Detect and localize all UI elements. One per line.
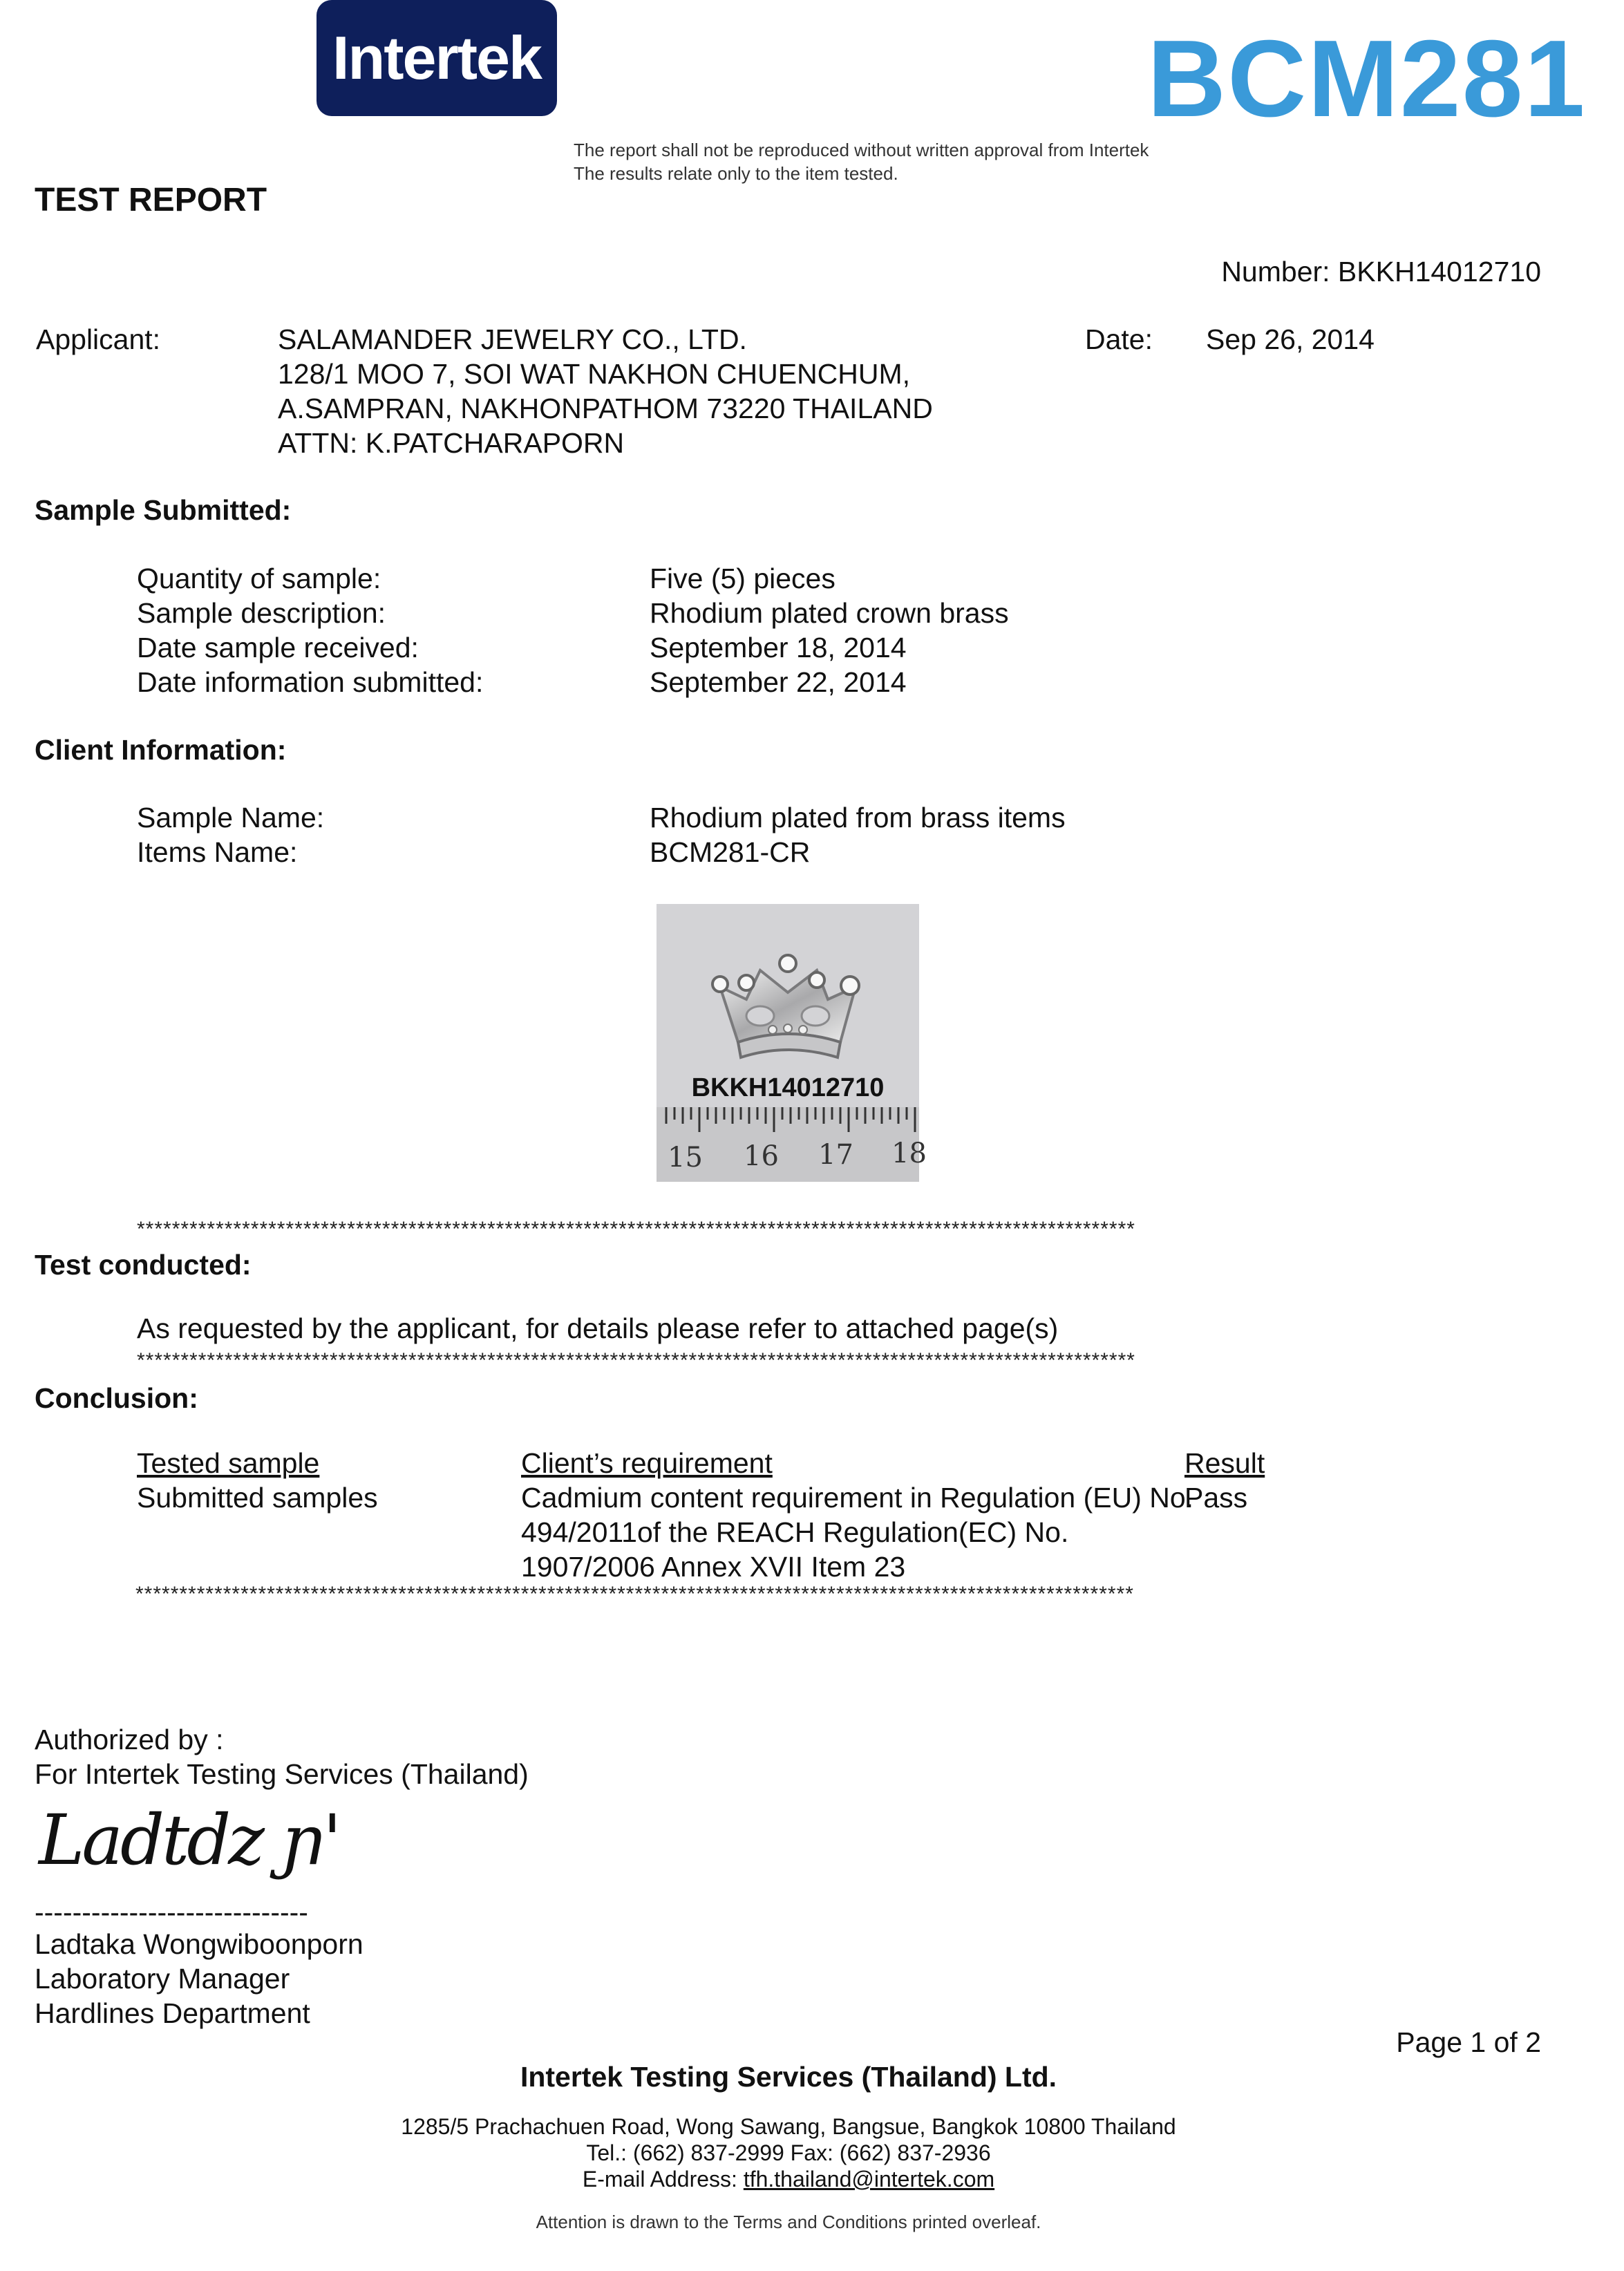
test-conducted-text: As requested by the applicant, for details please refer to attached page(s) — [137, 1312, 1059, 1344]
footer-email-line — [0, 2166, 1577, 2192]
client-information-values — [650, 800, 1066, 869]
signatory — [35, 1927, 363, 2030]
tested-sample-value: Submitted samples — [137, 1482, 378, 1514]
item-code: BCM281 — [1147, 18, 1587, 140]
requirement-line: 1907/2006 Annex XVII Item 23 — [521, 1551, 906, 1583]
applicant-address — [278, 322, 933, 460]
field-label: Date sample received: — [137, 632, 419, 663]
sample-submitted-labels — [137, 561, 483, 699]
signature-line: ----------------------------- — [35, 1896, 308, 1928]
ruler-number: 16 — [744, 1140, 779, 1172]
field-value: Rhodium plated crown brass — [650, 597, 1009, 629]
authorized-company: For Intertek Testing Services (Thailand) — [35, 1758, 529, 1790]
field-value: September 22, 2014 — [650, 666, 907, 698]
field-label: Quantity of sample: — [137, 563, 381, 594]
requirement-value — [521, 1480, 1193, 1584]
footer-company: Intertek Testing Services (Thailand) Ltd. — [520, 2061, 1057, 2093]
notice-line-2: The results relate only to the item tested. — [574, 163, 898, 184]
requirement-line: Cadmium content requirement in Regulation (EU) No. — [521, 1482, 1194, 1514]
test-conducted-heading: Test conducted: — [35, 1249, 252, 1281]
report-number: Number: BKKH14012710 — [1221, 256, 1541, 288]
field-value: Five (5) pieces — [650, 563, 835, 594]
notice-line-1: The report shall not be reproduced without written approval from Intertek — [574, 140, 1149, 160]
ruler-number: 18 — [891, 1138, 927, 1169]
footer-email-label: E-mail Address: — [582, 2167, 744, 2192]
field-value: BCM281-CR — [650, 836, 811, 868]
applicant-line: SALAMANDER JEWELRY CO., LTD. — [278, 323, 747, 355]
sample-photo — [657, 904, 927, 1182]
ruler-number: 15 — [668, 1142, 703, 1174]
applicant-line: A.SAMPRAN, NAKHONPATHOM 73220 THAILAND — [278, 393, 933, 424]
field-label: Date information submitted: — [137, 666, 484, 698]
requirement-line: 494/2011of the REACH Regulation(EC) No. — [521, 1516, 1069, 1548]
field-value: Rhodium plated from brass items — [650, 802, 1066, 833]
client-information-labels — [137, 800, 324, 869]
column-header-requirement: Client’s requirement — [521, 1447, 773, 1479]
footer-address: 1285/5 Prachachuen Road, Wong Sawang, Bangsue, Bangkok 10800 Thailand — [401, 2114, 1176, 2139]
client-information-heading: Client Information: — [35, 734, 287, 766]
authorized-by-label: Authorized by : — [35, 1724, 224, 1755]
footer-phone: Tel.: (662) 837-2999 Fax: (662) 837-2936 — [586, 2140, 991, 2165]
sample-submitted-heading: Sample Submitted: — [35, 494, 292, 526]
report-title: TEST REPORT — [35, 182, 267, 218]
ruler-number: 17 — [818, 1139, 853, 1171]
signature: Ladtdz ɲ' — [39, 1800, 339, 1881]
field-label: Items Name: — [137, 836, 298, 868]
signatory-position: Laboratory Manager — [35, 1963, 290, 1995]
footer-attention: Attention is drawn to the Terms and Conditions printed overleaf. — [536, 2212, 1041, 2232]
intertek-logo — [317, 0, 557, 116]
date-value: Sep 26, 2014 — [1206, 323, 1375, 355]
column-header-tested-sample: Tested sample — [137, 1447, 320, 1479]
signatory-department: Hardlines Department — [35, 1997, 310, 2029]
date-label: Date: — [1085, 323, 1153, 355]
conclusion-heading: Conclusion: — [35, 1382, 198, 1414]
reproduction-notice — [574, 138, 1149, 185]
field-value: September 18, 2014 — [650, 632, 907, 663]
crown-image — [657, 904, 927, 1182]
sample-submitted-values — [650, 561, 1009, 699]
logo-text: Intertek — [332, 23, 541, 92]
field-label: Sample description: — [137, 597, 386, 629]
star-separator: ****************************************************************************************************************** — [135, 1583, 1134, 1605]
star-separator: ****************************************************************************************************************** — [137, 1218, 1135, 1241]
field-label: Sample Name: — [137, 802, 325, 833]
page-number: Page 1 of 2 — [1396, 2026, 1541, 2058]
star-separator: ****************************************************************************************************************** — [137, 1349, 1135, 1372]
applicant-line: ATTN: K.PATCHARAPORN — [278, 427, 625, 459]
result-value: Pass — [1184, 1482, 1248, 1514]
footer-email-link[interactable]: tfh.thailand@intertek.com — [743, 2167, 995, 2192]
applicant-label: Applicant: — [36, 323, 161, 355]
photo-report-number: BKKH14012710 — [691, 1073, 885, 1102]
column-header-result: Result — [1184, 1447, 1265, 1479]
applicant-line: 128/1 MOO 7, SOI WAT NAKHON CHUENCHUM, — [278, 358, 911, 390]
authorized-by — [35, 1722, 529, 1791]
signatory-name: Ladtaka Wongwiboonporn — [35, 1928, 363, 1960]
